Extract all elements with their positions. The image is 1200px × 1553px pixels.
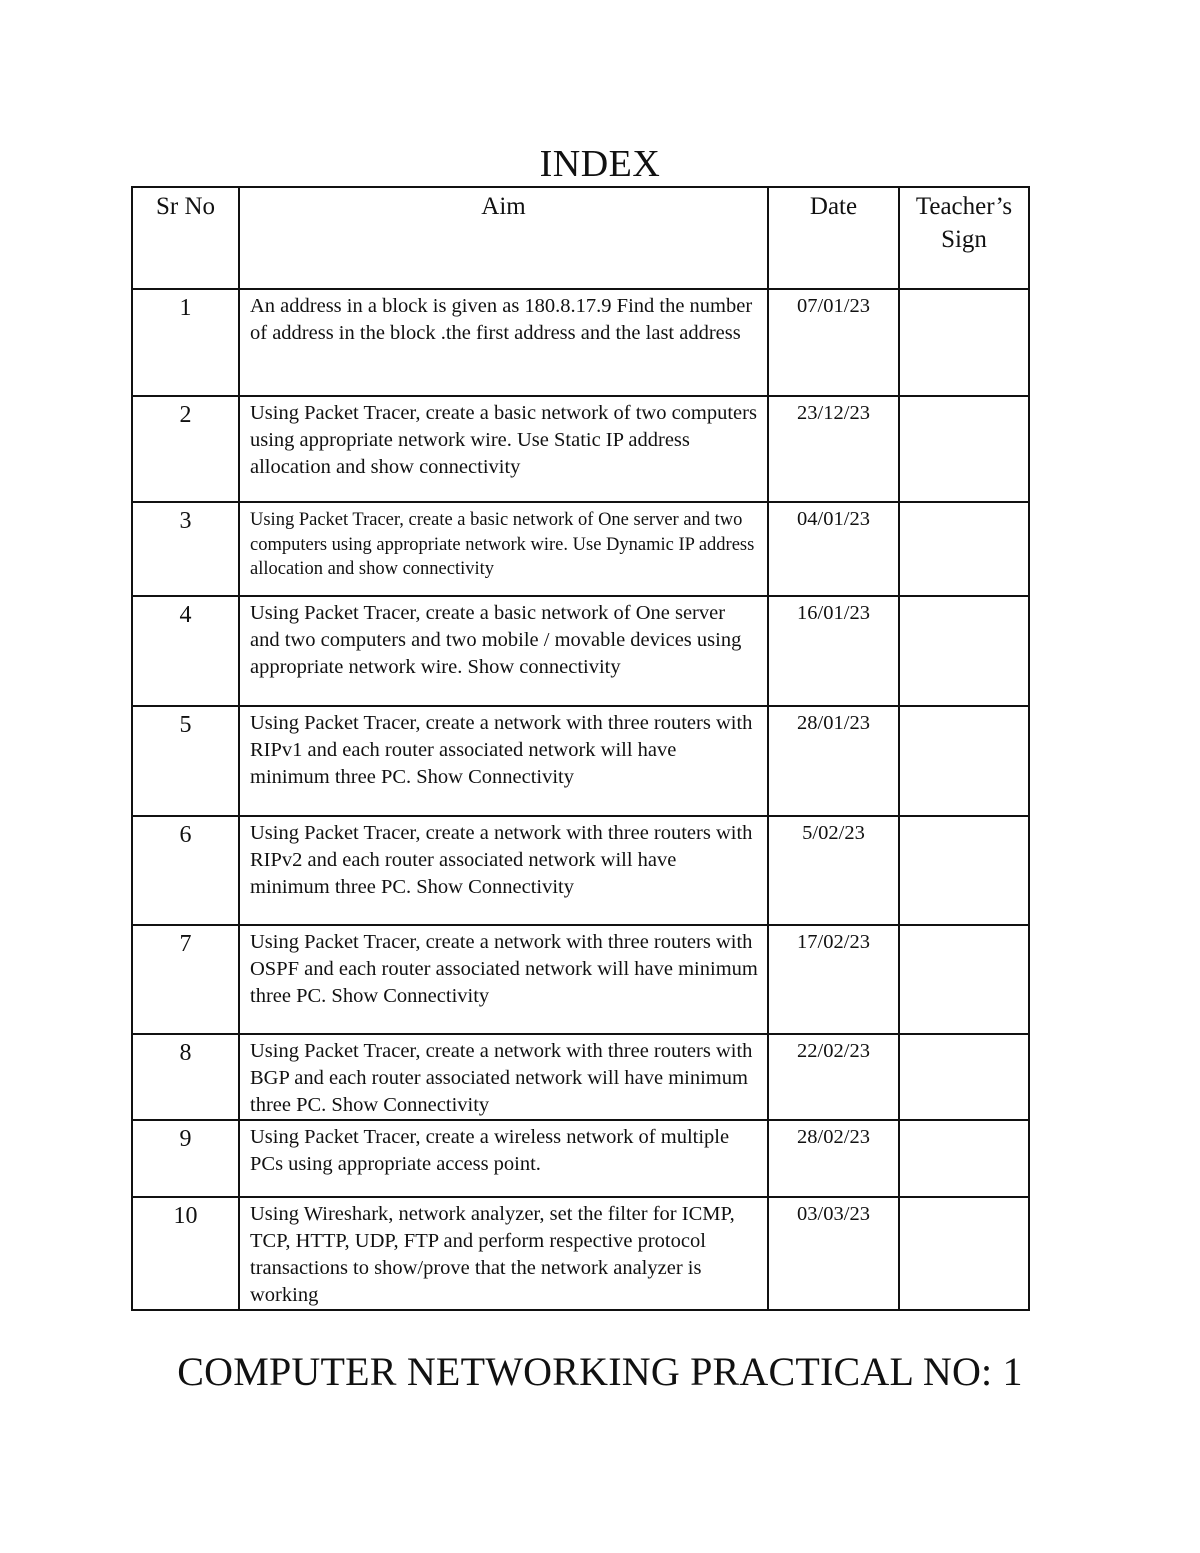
sr-no-cell: 6 — [132, 816, 239, 925]
sr-no-cell: 3 — [132, 502, 239, 596]
sr-no-cell: 7 — [132, 925, 239, 1034]
aim-cell: Using Packet Tracer, create a basic network of One server and two computers using appropriate network wire. Use Dynamic IP address allocation and show connectivity — [239, 502, 768, 596]
page-title: INDEX — [539, 143, 661, 185]
aim-cell: Using Packet Tracer, create a basic network of two computers using appropriate network wire. Use Static IP address allocation and show connectivity — [239, 396, 768, 502]
sr-no-cell: 2 — [132, 396, 239, 502]
aim-cell: An address in a block is given as 180.8.17.9 Find the number of address in the block .the first address and the last address — [239, 289, 768, 396]
table-row — [132, 1034, 1029, 1120]
sr-no-cell: 4 — [132, 596, 239, 706]
table-header-row — [132, 187, 1029, 289]
teacher-sign-cell — [899, 596, 1029, 706]
date-cell: 23/12/23 — [768, 396, 899, 502]
date-cell: 28/01/23 — [768, 706, 899, 816]
teacher-sign-cell — [899, 706, 1029, 816]
date-cell: 17/02/23 — [768, 925, 899, 1034]
teacher-sign-cell — [899, 1120, 1029, 1197]
date-cell: 28/02/23 — [768, 1120, 899, 1197]
date-cell: 22/02/23 — [768, 1034, 899, 1120]
table-row — [132, 396, 1029, 502]
aim-cell: Using Wireshark, network analyzer, set the filter for ICMP, TCP, HTTP, UDP, FTP and perform respective protocol transactions to show/prove that the network analyzer is working — [239, 1197, 768, 1310]
sr-no-cell: 8 — [132, 1034, 239, 1120]
header-aim: Aim — [239, 187, 768, 289]
sr-no-cell: 9 — [132, 1120, 239, 1197]
table-row — [132, 816, 1029, 925]
date-cell: 5/02/23 — [768, 816, 899, 925]
header-teacher-sign: Teacher’s Sign — [899, 187, 1029, 289]
sr-no-cell: 5 — [132, 706, 239, 816]
index-table — [131, 186, 1030, 1311]
practical-title: COMPUTER NETWORKING PRACTICAL NO: 1 — [177, 1349, 1023, 1394]
date-cell: 07/01/23 — [768, 289, 899, 396]
table-row — [132, 1197, 1029, 1310]
table-row — [132, 1120, 1029, 1197]
aim-cell: Using Packet Tracer, create a basic network of One server and two computers and two mobile / movable devices using appropriate network wire. Show connectivity — [239, 596, 768, 706]
table-row — [132, 596, 1029, 706]
teacher-sign-cell — [899, 396, 1029, 502]
aim-cell: Using Packet Tracer, create a network with three routers with RIPv1 and each router associated network will have minimum three PC. Show Connectivity — [239, 706, 768, 816]
table-row — [132, 706, 1029, 816]
header-date: Date — [768, 187, 899, 289]
sr-no-cell: 1 — [132, 289, 239, 396]
aim-cell: Using Packet Tracer, create a network with three routers with RIPv2 and each router associated network will have minimum three PC. Show Connectivity — [239, 816, 768, 925]
header-sr-no: Sr No — [132, 187, 239, 289]
table-row — [132, 502, 1029, 596]
aim-cell: Using Packet Tracer, create a wireless network of multiple PCs using appropriate access point. — [239, 1120, 768, 1197]
table-row — [132, 289, 1029, 396]
teacher-sign-cell — [899, 1034, 1029, 1120]
teacher-sign-cell — [899, 1197, 1029, 1310]
aim-cell: Using Packet Tracer, create a network with three routers with BGP and each router associated network will have minimum three PC. Show Connectivity — [239, 1034, 768, 1120]
date-cell: 04/01/23 — [768, 502, 899, 596]
date-cell: 16/01/23 — [768, 596, 899, 706]
teacher-sign-cell — [899, 289, 1029, 396]
teacher-sign-cell — [899, 816, 1029, 925]
table-row — [132, 925, 1029, 1034]
teacher-sign-cell — [899, 502, 1029, 596]
teacher-sign-cell — [899, 925, 1029, 1034]
aim-cell: Using Packet Tracer, create a network with three routers with OSPF and each router associated network will have minimum three PC. Show Connectivity — [239, 925, 768, 1034]
sr-no-cell: 10 — [132, 1197, 239, 1310]
date-cell: 03/03/23 — [768, 1197, 899, 1310]
